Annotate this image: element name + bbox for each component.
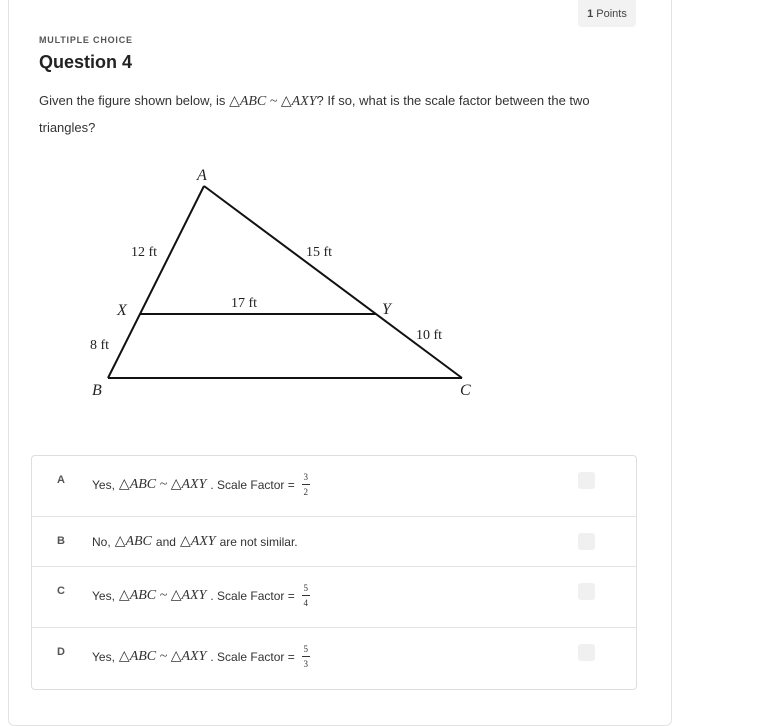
length-label-AY: 15 ft: [306, 245, 333, 260]
length-label-AX: 12 ft: [131, 245, 158, 260]
choice-a-checkbox[interactable]: [578, 472, 595, 489]
choice-c-checkbox[interactable]: [578, 583, 595, 600]
fraction-bar: [302, 595, 310, 596]
length-label-XB: 8 ft: [90, 338, 110, 353]
choice-text: [92, 533, 298, 550]
points-value: 1: [587, 7, 594, 20]
choice-math: △ABC ~ △AXY: [118, 477, 207, 492]
question-title: Question 4: [39, 52, 133, 72]
choice-suffix: . Scale Factor =: [210, 588, 295, 603]
fraction-denominator: 3: [303, 659, 308, 669]
choice-text: [92, 472, 310, 497]
scale-factor-fraction: [302, 472, 310, 497]
choice-mid: and: [155, 534, 176, 549]
fraction-numerator: 5: [303, 583, 308, 593]
choice-letter: C: [57, 585, 65, 597]
choice-letter: A: [57, 474, 65, 486]
side-AB: [108, 186, 204, 378]
choice-math: △ABC ~ △AXY: [118, 649, 207, 664]
vertex-label-C: C: [460, 382, 471, 399]
choice-prefix: No,: [92, 534, 111, 549]
points-label: Points: [596, 7, 627, 20]
prompt-text-after: ? If so, what is the scale factor between the two triangles?: [39, 93, 590, 135]
choice-a[interactable]: [32, 456, 636, 517]
choice-math: △ABC ~ △AXY: [118, 588, 207, 603]
points-badge: [578, 0, 636, 27]
prompt-math: △ABC ~ △AXY: [229, 94, 317, 109]
choice-b-checkbox[interactable]: [578, 533, 595, 550]
fraction-denominator: 2: [303, 487, 308, 497]
choice-text: [92, 644, 310, 669]
triangle-figure: [80, 160, 500, 410]
choice-suffix: . Scale Factor =: [210, 477, 295, 492]
question-prompt: [39, 88, 619, 141]
choice-suffix: are not similar.: [219, 534, 298, 549]
question-type-label: MULTIPLE CHOICE: [39, 35, 133, 45]
length-label-XY: 17 ft: [231, 296, 258, 311]
choice-letter: B: [57, 535, 65, 547]
scale-factor-fraction: [302, 644, 310, 669]
side-AC: [204, 186, 462, 378]
vertex-label-X: X: [117, 302, 127, 319]
choice-letter: D: [57, 646, 65, 658]
choice-prefix: Yes,: [92, 649, 115, 664]
choice-c[interactable]: [32, 567, 636, 628]
length-label-YC: 10 ft: [416, 328, 443, 343]
fraction-numerator: 5: [303, 644, 308, 654]
vertex-label-A: A: [197, 167, 207, 184]
choice-suffix: . Scale Factor =: [210, 649, 295, 664]
choice-text: [92, 583, 310, 608]
prompt-text-before: Given the figure shown below, is: [39, 93, 230, 108]
fraction-numerator: 3: [303, 472, 308, 482]
answer-choices: [31, 455, 637, 690]
choice-prefix: Yes,: [92, 588, 115, 603]
choice-math-1: △ABC: [114, 534, 152, 549]
choice-d-checkbox[interactable]: [578, 644, 595, 661]
choice-b[interactable]: [32, 517, 636, 567]
vertex-label-Y: Y: [382, 301, 391, 318]
choice-math-2: △AXY: [179, 534, 216, 549]
fraction-bar: [302, 484, 310, 485]
fraction-denominator: 4: [303, 598, 308, 608]
scale-factor-fraction: [302, 583, 310, 608]
fraction-bar: [302, 656, 310, 657]
vertex-label-B: B: [92, 382, 102, 399]
choice-prefix: Yes,: [92, 477, 115, 492]
choice-d[interactable]: [32, 628, 636, 689]
